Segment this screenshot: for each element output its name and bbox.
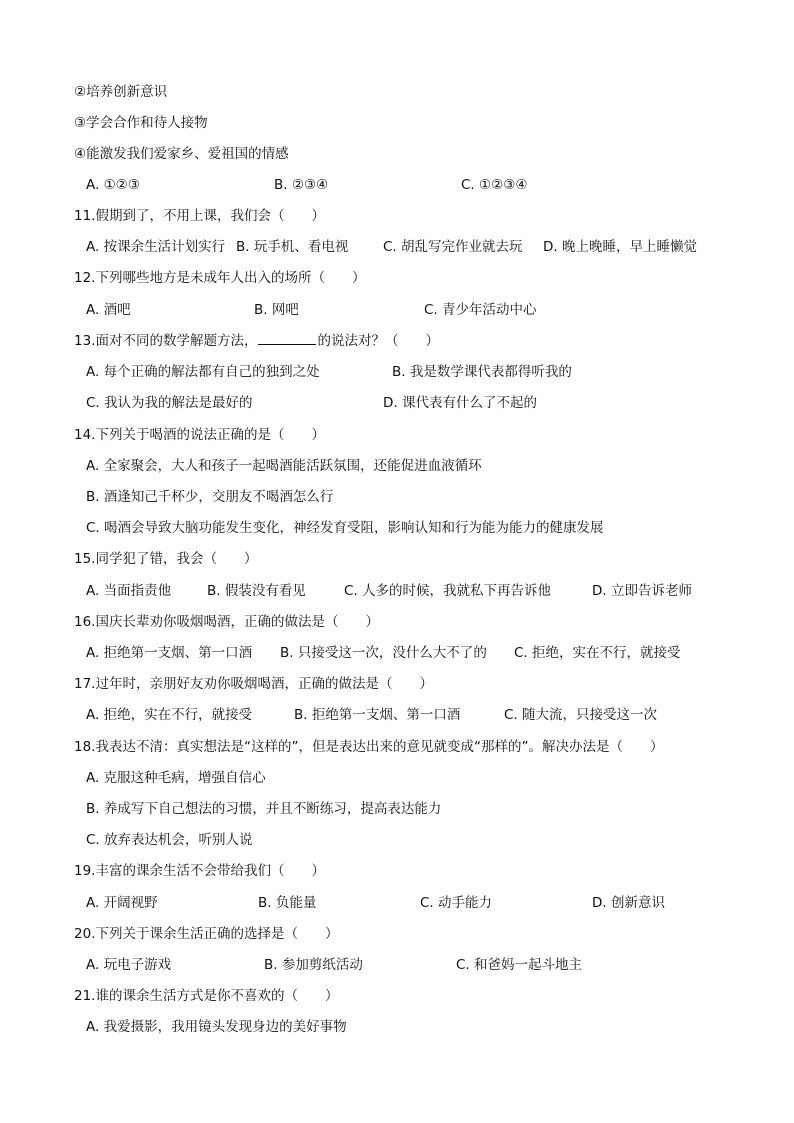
q19-option-a: A. 开阔视野	[86, 895, 158, 911]
q17-stem: 17.过年时，亲朋好友劝你吸烟喝酒，正确的做法是（ ）	[74, 676, 433, 692]
intro-item-3: ③学会合作和待人接物	[74, 115, 208, 131]
q16-option-a: A. 拒绝第一支烟、第一口酒	[86, 645, 253, 661]
q11-option-a: A. 按课余生活计划实行	[86, 239, 226, 255]
q10-option-b: B. ②③④	[274, 177, 329, 193]
q14-stem: 14.下列关于喝酒的说法正确的是（ ）	[74, 427, 325, 443]
q11-stem: 11.假期到了，不用上课，我们会（ ）	[74, 208, 325, 224]
q10-option-c: C. ①②③④	[461, 177, 528, 193]
answer-blank	[258, 332, 316, 345]
q19-option-c: C. 动手能力	[420, 895, 493, 911]
q15-option-d: D. 立即告诉老师	[592, 583, 692, 599]
q13-stem	[74, 332, 439, 350]
q13-option-d: D. 课代表有什么了不起的	[383, 395, 537, 411]
q13-option-b: B. 我是数学课代表都得听我的	[392, 364, 572, 380]
q14-option-c: C. 喝酒会导致大脑功能发生变化，神经发育受阻，影响认知和行为能为能力的健康发展	[86, 520, 604, 536]
q20-option-c: C. 和爸妈一起斗地主	[456, 957, 583, 973]
q13-option-a: A. 每个正确的解法都有自己的独到之处	[86, 364, 320, 380]
q14-option-b: B. 酒逢知己千杯少，交朋友不喝酒怎么行	[86, 489, 334, 505]
intro-item-4: ④能激发我们爱家乡、爱祖国的情感	[74, 146, 289, 162]
q20-option-a: A. 玩电子游戏	[86, 957, 172, 973]
q11-option-b: B. 玩手机、看电视	[236, 239, 349, 255]
q18-option-a: A. 克服这种毛病，增强自信心	[86, 770, 266, 786]
q15-option-b: B. 假装没有看见	[207, 583, 306, 599]
q20-stem: 20.下列关于课余生活正确的选择是（ ）	[74, 926, 339, 942]
q17-option-c: C. 随大流，只接受这一次	[504, 707, 658, 723]
q13-stem-before: 13.面对不同的数学解题方法，	[74, 333, 258, 349]
q21-option-a: A. 我爱摄影，我用镜头发现身边的美好事物	[86, 1019, 347, 1035]
q13-stem-after: 的说法对？（ ）	[317, 333, 439, 349]
q12-stem: 12.下列哪些地方是未成年人出入的场所（ ）	[74, 270, 366, 286]
q18-stem: 18.我表达不清：真实想法是“这样的”，但是表达出来的意见就变成“那样的”。解决办法是（ ）	[74, 739, 664, 755]
q15-option-a: A. 当面指责他	[86, 583, 172, 599]
q21-stem: 21.谁的课余生活方式是你不喜欢的（ ）	[74, 988, 339, 1004]
q18-option-c: C. 放弃表达机会，听别人说	[86, 832, 253, 848]
q16-option-c: C. 拒绝，实在不行，就接受	[514, 645, 681, 661]
q16-option-b: B. 只接受这一次，没什么大不了的	[280, 645, 487, 661]
q19-option-d: D. 创新意识	[592, 895, 665, 911]
q10-option-a: A. ①②③	[86, 177, 140, 193]
q19-stem: 19.丰富的课余生活不会带给我们（ ）	[74, 863, 325, 879]
q12-option-c: C. 青少年活动中心	[424, 302, 537, 318]
q19-option-b: B. 负能量	[258, 895, 317, 911]
q11-option-c: C. 胡乱写完作业就去玩	[383, 239, 523, 255]
q20-option-b: B. 参加剪纸活动	[264, 957, 363, 973]
q15-stem: 15.同学犯了错，我会（ ）	[74, 551, 258, 567]
q15-option-c: C. 人多的时候，我就私下再告诉他	[344, 583, 552, 599]
q17-option-a: A. 拒绝，实在不行，就接受	[86, 707, 253, 723]
q17-option-b: B. 拒绝第一支烟、第一口酒	[294, 707, 461, 723]
q14-option-a: A. 全家聚会，大人和孩子一起喝酒能活跃氛围，还能促进血液循环	[86, 458, 482, 474]
q18-option-b: B. 养成写下自己想法的习惯，并且不断练习，提高表达能力	[86, 801, 442, 817]
q12-option-b: B. 网吧	[254, 302, 299, 318]
q12-option-a: A. 酒吧	[86, 302, 131, 318]
intro-item-2: ②培养创新意识	[74, 84, 168, 100]
q13-option-c: C. 我认为我的解法是最好的	[86, 395, 253, 411]
q16-stem: 16.国庆长辈劝你吸烟喝酒，正确的做法是（ ）	[74, 614, 379, 630]
q11-option-d: D. 晚上晚睡，早上睡懒觉	[543, 239, 697, 255]
